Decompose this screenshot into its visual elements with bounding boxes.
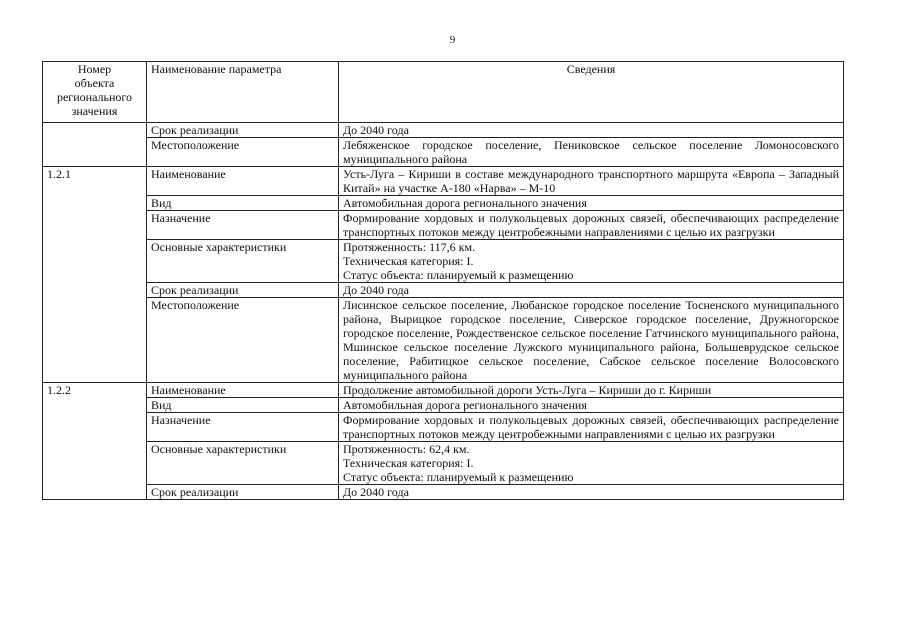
parameter-name-cell: Наименование xyxy=(147,383,339,398)
characteristic-line: Техническая категория: I. xyxy=(343,254,474,268)
header-number-line: Номер xyxy=(77,62,112,76)
parameter-name-cell: Срок реализации xyxy=(147,123,339,138)
table-row xyxy=(43,138,844,167)
table-row xyxy=(43,298,844,383)
parameter-name-cell: Вид xyxy=(147,196,339,211)
header-parameter-name: Наименование параметра xyxy=(147,62,339,123)
parameter-name-cell: Назначение xyxy=(147,413,339,442)
parameter-name-cell: Вид xyxy=(147,398,339,413)
header-number-line: значения xyxy=(71,104,118,118)
table-header-row xyxy=(43,62,844,123)
parameter-name-cell: Наименование xyxy=(147,167,339,196)
information-cell: Лебяженское городское поселение, Пениковское сельское поселение Ломоносовского муниципального района xyxy=(339,138,844,167)
characteristic-line: Протяженность: 62,4 км. xyxy=(343,442,470,456)
table-row xyxy=(43,398,844,413)
header-information: Сведения xyxy=(339,62,844,123)
characteristic-line: Техническая категория: I. xyxy=(343,456,474,470)
table-row xyxy=(43,196,844,211)
parameter-name-cell: Срок реализации xyxy=(147,485,339,500)
table-row xyxy=(43,240,844,283)
object-number-cell: 1.2.2 xyxy=(43,383,147,500)
header-object-number xyxy=(43,62,147,123)
header-number-line: объекта xyxy=(74,76,115,90)
object-number-cell: 1.2.1 xyxy=(43,167,147,383)
table-row xyxy=(43,485,844,500)
table-row xyxy=(43,283,844,298)
information-cell: До 2040 года xyxy=(339,283,844,298)
parameter-name-cell: Назначение xyxy=(147,211,339,240)
information-cell: До 2040 года xyxy=(339,123,844,138)
table-row xyxy=(43,383,844,398)
information-cell xyxy=(339,240,844,283)
information-cell: Усть-Луга – Кириши в составе международного транспортного маршрута «Европа – Западный Китай» на участке А-180 «Нарва» – М-10 xyxy=(339,167,844,196)
information-cell: Лисинское сельское поселение, Любанское городское поселение Тосненского муниципального района, Вырицкое городское поселение, Сиверское городское поселение, Дружногорское городское поселение, Рождественское сельское поселение Гатчинского муниципального района, Мшинское сельское поселение Лужского муниципального района, Большеврудское сельское поселение, Рабитицкое сельское поселение, Сабское сельское поселение Волосовского муниципального района xyxy=(339,298,844,383)
parameter-name-cell: Местоположение xyxy=(147,138,339,167)
object-number-cell xyxy=(43,123,147,167)
parameters-table xyxy=(42,61,844,500)
table-row xyxy=(43,123,844,138)
page-number: 9 xyxy=(449,34,456,46)
characteristic-line: Статус объекта: планируемый к размещению xyxy=(343,268,574,282)
table-row xyxy=(43,211,844,240)
information-cell: До 2040 года xyxy=(339,485,844,500)
characteristic-line: Протяженность: 117,6 км. xyxy=(343,240,476,254)
parameter-name-cell: Основные характеристики xyxy=(147,442,339,485)
information-cell: Продолжение автомобильной дороги Усть-Луга – Кириши до г. Кириши xyxy=(339,383,844,398)
parameter-name-cell: Срок реализации xyxy=(147,283,339,298)
information-cell: Формирование хордовых и полукольцевых дорожных связей, обеспечивающих распределение транспортных потоков между центробежными направлениями с целью их разгрузки xyxy=(339,413,844,442)
information-cell: Автомобильная дорога регионального значения xyxy=(339,196,844,211)
parameter-name-cell: Местоположение xyxy=(147,298,339,383)
parameter-name-cell: Основные характеристики xyxy=(147,240,339,283)
table-row xyxy=(43,413,844,442)
characteristic-line: Статус объекта: планируемый к размещению xyxy=(343,470,574,484)
information-cell xyxy=(339,442,844,485)
header-number-line: регионального xyxy=(56,90,133,104)
table-row xyxy=(43,167,844,196)
information-cell: Формирование хордовых и полукольцевых дорожных связей, обеспечивающих распределение транспортных потоков между центробежными направлениями с целью их разгрузки xyxy=(339,211,844,240)
information-cell: Автомобильная дорога регионального значения xyxy=(339,398,844,413)
table-row xyxy=(43,442,844,485)
